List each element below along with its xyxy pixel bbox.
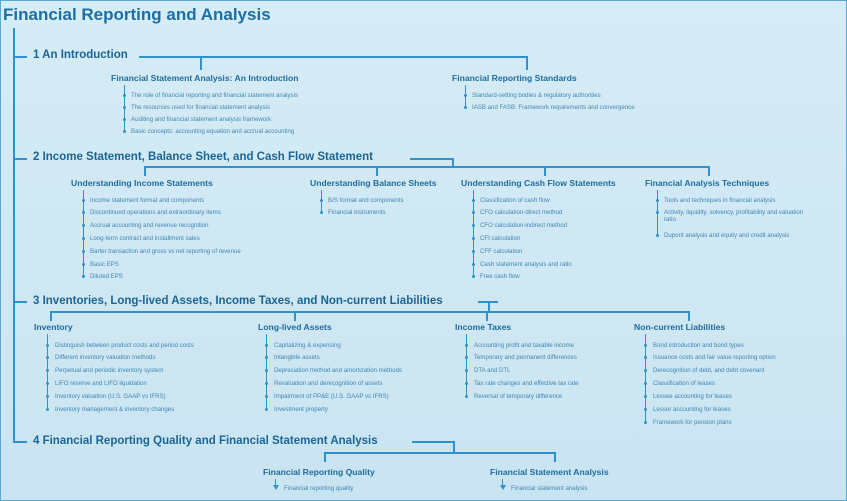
bullet <box>644 408 647 411</box>
section-3-drop-4 <box>688 311 690 321</box>
list-item: Inventory management & inventory changes <box>55 406 175 413</box>
section-4-drop-1 <box>324 452 326 462</box>
section-4-connector <box>412 441 455 443</box>
list-item: CFO calculation-direct method <box>480 209 563 216</box>
list-item: Income statement format and components <box>90 197 205 204</box>
list-item: Lessee accounting for leases <box>653 393 732 400</box>
group-heading: Income Taxes <box>455 322 512 332</box>
list-item: Accrual accounting and revenue recognition <box>90 222 209 229</box>
bullet <box>644 344 647 347</box>
list-item: Temporary and permanent differences <box>474 354 577 361</box>
bullet <box>46 382 49 385</box>
list-item: Tools and techniques in financial analysis <box>664 197 776 204</box>
group-heading: Long-lived Assets <box>258 322 332 332</box>
list-item: Financial instruments <box>328 209 386 216</box>
arrow-down-icon <box>500 485 506 490</box>
section-2-label: 2 Income Statement, Balance Sheet, and Cash Flow Statement <box>33 151 373 163</box>
section-4-stub <box>13 441 27 443</box>
bullet <box>46 344 49 347</box>
bullet <box>123 130 126 133</box>
list-item: Accounting profit and taxable income <box>474 342 574 349</box>
diagram-title: Financial Reporting and Analysis <box>3 5 271 24</box>
list-item: Perpetual and periodic inventory system <box>55 367 164 374</box>
list-item: Tax rate changes and effective tax rate <box>474 380 579 387</box>
bullet <box>472 211 475 214</box>
bullet <box>265 382 268 385</box>
bullet <box>123 118 126 121</box>
bullet <box>465 344 468 347</box>
list-item: Standard-setting bodies & regulatory authorities <box>472 92 601 99</box>
section-2-drop-4 <box>708 166 710 176</box>
bullet <box>265 369 268 372</box>
list-item: Bond introduction and bond types <box>653 342 744 349</box>
bullet <box>82 224 85 227</box>
bullet <box>464 106 467 109</box>
bullet <box>472 275 475 278</box>
bullet <box>465 369 468 372</box>
bullet <box>265 408 268 411</box>
group-heading: Inventory <box>34 322 73 332</box>
section-4-label: 4 Financial Reporting Quality and Financial Statement Analysis <box>33 435 378 447</box>
list-item: Auditing and financial statement analysis framework <box>131 116 272 123</box>
list-item: LIFO reserve and LIFO liquidation <box>55 380 147 387</box>
section-4-drop-2 <box>554 452 556 462</box>
section-2-drop-3 <box>544 166 546 176</box>
list-item: CFF calculation <box>480 248 523 255</box>
section-1-label: 1 An Introduction <box>33 49 128 61</box>
bullet <box>472 263 475 266</box>
section-1-drop-2 <box>526 56 528 70</box>
list-item: Activity, liquidity, solvency, profitability and valuation ratio <box>664 209 804 223</box>
arrow-down-icon <box>273 485 279 490</box>
bullet <box>472 199 475 202</box>
list-item: Different inventory valuation methods <box>55 354 156 361</box>
bullet <box>656 199 659 202</box>
bullet <box>464 94 467 97</box>
bullet <box>265 356 268 359</box>
list-item: IASB and FASB: Framework requirements and convergence <box>472 104 635 111</box>
list-item: Inventory valuation (U.S. GAAP vs IFRS) <box>55 393 166 400</box>
bullet <box>472 250 475 253</box>
list-item: Issuance costs and fair value reporting option <box>653 354 776 361</box>
list-item: DTA and DTL <box>474 367 511 374</box>
section-3-drop-3 <box>486 311 488 321</box>
bullet <box>320 199 323 202</box>
list-item: Financial reporting quality <box>284 485 354 492</box>
list-item: CFO calculation-indirect method <box>480 222 568 229</box>
bullet <box>465 395 468 398</box>
list-item: The resources used for financial statement analysis <box>131 104 270 111</box>
list-item: Financial statement analysis <box>511 485 588 492</box>
bullet <box>472 224 475 227</box>
list-item: Lessor accounting for leases <box>653 406 731 413</box>
list-item: Derecognition of debt, and debt covenant <box>653 367 765 374</box>
group-heading: Understanding Balance Sheets <box>310 178 437 188</box>
bullet <box>82 250 85 253</box>
bullet <box>46 356 49 359</box>
list-item: Reversal of temporary difference <box>474 393 563 400</box>
bullet <box>46 408 49 411</box>
bullet <box>644 369 647 372</box>
group-heading: Financial Analysis Techniques <box>645 178 770 188</box>
list-item: Discontinued operations and extraordinary items <box>90 209 221 216</box>
bullet <box>656 234 659 237</box>
bullet <box>644 395 647 398</box>
list-item: Dupont analysis and equity and credit analysis <box>664 232 790 239</box>
section-3-drop-1 <box>50 311 52 321</box>
section-1-stub <box>13 56 27 58</box>
group-heading: Financial Statement Analysis <box>490 467 609 477</box>
list-item: Long-term contract and installment sales <box>90 235 200 242</box>
list-item: Classification of cash flow <box>480 197 550 204</box>
list-item: Barter transaction and gross vs net reporting of revenue <box>90 248 241 255</box>
bullet <box>644 382 647 385</box>
main-spine <box>13 28 15 442</box>
bullet <box>46 369 49 372</box>
bullet <box>82 211 85 214</box>
section-3-drop-2 <box>294 311 296 321</box>
bullet <box>465 356 468 359</box>
list-item: Basic concepts: accounting equation and accrual accounting <box>131 128 295 135</box>
section-2-drop-1 <box>144 166 146 176</box>
section-3-bar <box>50 311 690 313</box>
bullet <box>320 211 323 214</box>
bullet <box>82 237 85 240</box>
bullet <box>472 237 475 240</box>
list-item: Framework for pension plans <box>653 419 732 426</box>
bullet <box>82 275 85 278</box>
list-item: Basic EPS <box>90 261 119 268</box>
bullet <box>265 344 268 347</box>
group-heading: Financial Statement Analysis: An Introduction <box>111 73 299 83</box>
bullet <box>46 395 49 398</box>
list-item: CFI calculation <box>480 235 521 242</box>
bullet <box>123 94 126 97</box>
section-1-connector <box>139 56 528 58</box>
bullet <box>265 395 268 398</box>
bullet <box>644 356 647 359</box>
list-item: Capitalizing & expensing <box>274 342 341 349</box>
group-heading: Non-current Liabilities <box>634 322 726 332</box>
bullet <box>465 382 468 385</box>
group-heading: Financial Reporting Quality <box>263 467 375 477</box>
list-item: Free cash flow <box>480 273 520 280</box>
bullet <box>123 106 126 109</box>
group-heading: Understanding Income Statements <box>71 178 213 188</box>
list-item: Classification of leases <box>653 380 715 387</box>
group-heading: Understanding Cash Flow Statements <box>461 178 616 188</box>
bullet <box>644 421 647 424</box>
list-item: Intangible assets <box>274 354 320 361</box>
list-item: The role of financial reporting and financial statement analysis <box>131 92 298 99</box>
section-2-connector <box>410 158 453 160</box>
section-4-bar <box>324 452 556 454</box>
bullet <box>82 263 85 266</box>
section-3-stub <box>13 301 27 303</box>
list-item: Investment property <box>274 406 328 413</box>
section-2-drop-2 <box>376 166 378 176</box>
section-3-label: 3 Inventories, Long-lived Assets, Income Taxes, and Non-current Liabilities <box>33 295 443 307</box>
list-item: Revaluation and derecognition of assets <box>274 380 383 387</box>
list-item: Diluted EPS <box>90 273 123 280</box>
section-1-drop-1 <box>200 56 202 70</box>
list-item: Distinguish between product costs and period costs <box>55 342 194 349</box>
bullet <box>82 199 85 202</box>
section-2-stub <box>13 158 27 160</box>
list-item: Impairment of PP&E (U.S. GAAP vs IFRS) <box>274 393 389 400</box>
bullet <box>656 211 659 214</box>
list-item: Depreciation method and amortization methods <box>274 367 403 374</box>
list-item: B/S format and components <box>328 197 404 204</box>
list-item: Cash statement analysis and ratio <box>480 261 572 268</box>
group-heading: Financial Reporting Standards <box>452 73 577 83</box>
section-2-bar <box>144 166 710 168</box>
